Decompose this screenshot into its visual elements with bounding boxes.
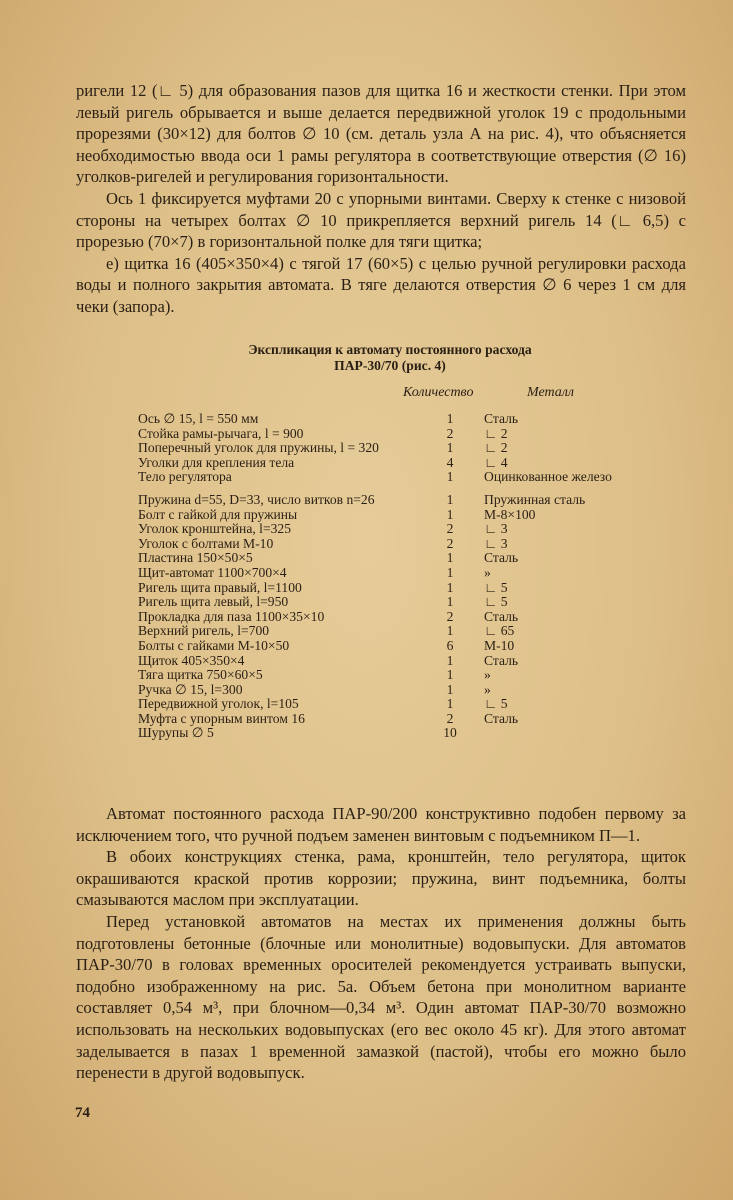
metal-cell: ∟ 2 — [484, 425, 508, 441]
quantity-cell: 6 — [446, 637, 454, 653]
part-name-cell: Щиток 405×350×4 — [138, 652, 245, 668]
quantity-cell: 1 — [446, 411, 454, 426]
quantity-cell: 1 — [446, 594, 454, 610]
part-name-cell: Тело регулятора — [138, 469, 232, 485]
table-row — [138, 493, 624, 508]
quantity-cell: 2 — [446, 710, 454, 726]
metal-cell: М-8×100 — [484, 506, 536, 522]
part-name-cell: Ригель щита правый, l=1100 — [138, 579, 302, 595]
bottom-text-block — [76, 803, 686, 1084]
part-name-cell: Шурупы ∅ 5 — [138, 725, 214, 741]
metal-cell: Сталь — [484, 710, 519, 726]
metal-cell: ∟ 2 — [484, 440, 508, 456]
column-header-metal: Металл — [527, 385, 574, 400]
quantity-cell: 1 — [446, 652, 454, 668]
table-row — [138, 668, 624, 683]
part-name-cell: Пружина d=55, D=33, число витков n=26 — [138, 491, 375, 507]
paragraph: ригели 12 (∟ 5) для образования пазов для щитка 16 и жесткости стенки. При этом левый ригель обрывается и выше делается передвижной уголок 19 с продольными прорезями (30×12) для болтов ∅ 10 (см. деталь узла А на рис. 4), что объясняется необходимостью ввода оси 1 рамы регулятора в соответствующие отверстия (∅ 16) уголков-ригелей и регулирования горизонтальности. — [76, 81, 686, 187]
metal-cell: Сталь — [484, 652, 519, 668]
table-row — [138, 697, 624, 712]
part-name-cell: Верхний ригель, l=700 — [138, 623, 270, 639]
quantity-cell: 2 — [446, 608, 454, 624]
metal-cell: ∟ 5 — [484, 696, 508, 712]
table-caption-line-1: Экспликация к автомату постоянного расхода — [248, 342, 532, 357]
part-name-cell: Стойка рамы-рычага, l = 900 — [138, 425, 304, 441]
part-name-cell: Тяга щитка 750×60×5 — [138, 667, 263, 683]
table-row — [138, 508, 624, 523]
part-name-cell: Муфта с упорным винтом 16 — [138, 710, 305, 726]
table-row — [138, 427, 624, 442]
table-caption — [150, 342, 630, 374]
quantity-cell: 2 — [446, 535, 454, 551]
table-row — [138, 683, 624, 698]
specification-table — [138, 412, 624, 741]
part-name-cell: Щит-автомат 1100×700×4 — [138, 564, 287, 580]
paragraph: е) щитка 16 (405×350×4) с тягой 17 (60×5) с целью ручной регулировки расхода воды и полного закрытия автомата. В тяге делаются отверстия ∅ 6 через 1 см для чеки (запора). — [76, 253, 686, 316]
quantity-cell: 1 — [446, 469, 454, 485]
table-row — [138, 610, 624, 625]
metal-cell: ∟ 5 — [484, 594, 508, 610]
part-name-cell: Ручка ∅ 15, l=300 — [138, 681, 243, 697]
metal-cell: ∟ 65 — [484, 623, 515, 639]
table-caption-line-2: ПАР-30/70 (рис. 4) — [334, 358, 446, 373]
table-row — [138, 456, 624, 471]
quantity-cell: 4 — [446, 454, 454, 470]
table-row — [138, 595, 624, 610]
quantity-cell: 1 — [446, 564, 454, 580]
quantity-cell: 1 — [446, 506, 454, 522]
table-row — [138, 712, 624, 727]
quantity-cell: 1 — [446, 623, 454, 639]
table-row — [138, 441, 624, 456]
table-row — [138, 412, 624, 427]
metal-cell: ∟ 5 — [484, 579, 508, 595]
metal-cell: М-10 — [484, 637, 515, 653]
table-row — [138, 639, 624, 654]
metal-cell: ∟ 3 — [484, 521, 508, 537]
quantity-cell: 2 — [446, 521, 454, 537]
metal-cell: Сталь — [484, 411, 519, 426]
metal-cell: » — [484, 667, 491, 683]
quantity-cell: 1 — [446, 550, 454, 566]
part-name-cell: Болты с гайками М-10×50 — [138, 637, 290, 653]
table-row — [138, 537, 624, 552]
table-row — [138, 624, 624, 639]
metal-cell: ∟ 4 — [484, 454, 508, 470]
metal-cell: Пружинная сталь — [484, 491, 586, 507]
table-row — [138, 551, 624, 566]
part-name-cell: Пластина 150×50×5 — [138, 550, 253, 566]
paragraph: Перед установкой автоматов на местах их применения должны быть подготовлены бетонные (блочные или монолитные) водовыпуски. Для автоматов ПАР-30/70 в головах временных оросителей рекомендуется устраивать выпуски, подобно изображенному на рис. 5а. Объем бетона при монолитном варианте составляет 0,54 м³, при блочном—0,34 м³. Один автомат ПАР-30/70 возможно использовать на нескольких водовыпусках (его вес около 45 кг). Для этого автомат заделывается в пазах 1 временной замазкой (пастой), чтобы его можно было перенести в другой водовыпуск. — [76, 911, 686, 1083]
paragraph: Автомат постоянного расхода ПАР-90/200 конструктивно подобен первому за исключением того, что ручной подъем заменен винтовым с подъемником П—1. — [76, 804, 686, 845]
paragraph: В обоих конструкциях стенка, рама, кронштейн, тело регулятора, щиток окрашиваются краской против коррозии; пружина, винт подъемника, болты смазываются маслом при эксплуатации. — [76, 847, 686, 910]
part-name-cell: Поперечный уголок для пружины, l = 320 — [138, 440, 379, 456]
table-row — [138, 581, 624, 596]
quantity-cell: 1 — [446, 491, 454, 507]
part-name-cell: Уголок кронштейна, l=325 — [138, 521, 291, 537]
metal-cell: Сталь — [484, 550, 519, 566]
specification-table-body — [138, 412, 624, 741]
metal-cell: Сталь — [484, 608, 519, 624]
paragraph: Ось 1 фиксируется муфтами 20 с упорными винтами. Сверху к стенке с низовой стороны на четырех болтах ∅ 10 прикрепляется верхний ригель 14 (∟ 6,5) с прорезью (70×7) в горизонтальной полке для тяги щитка; — [76, 188, 686, 252]
metal-cell: » — [484, 681, 491, 697]
table-row — [138, 470, 624, 485]
quantity-cell: 1 — [446, 696, 454, 712]
part-name-cell: Уголок с болтами М-10 — [138, 535, 274, 551]
part-name-cell: Ось ∅ 15, l = 550 мм — [138, 411, 259, 426]
metal-cell: ∟ 3 — [484, 535, 508, 551]
quantity-cell: 2 — [446, 425, 454, 441]
table-row — [138, 654, 624, 669]
part-name-cell: Ригель щита левый, l=950 — [138, 594, 289, 610]
metal-cell: » — [484, 564, 491, 580]
quantity-cell: 1 — [446, 681, 454, 697]
table-row — [138, 522, 624, 537]
table-row — [138, 566, 624, 581]
table-row — [138, 726, 624, 741]
part-name-cell: Передвижной уголок, l=105 — [138, 696, 299, 712]
quantity-cell: 1 — [446, 440, 454, 456]
part-name-cell: Прокладка для паза 1100×35×10 — [138, 608, 325, 624]
column-header-quantity: Количество — [403, 385, 474, 400]
part-name-cell: Болт с гайкой для пружины — [138, 506, 298, 522]
quantity-cell: 10 — [443, 725, 457, 741]
quantity-cell: 1 — [446, 579, 454, 595]
metal-cell — [480, 726, 624, 741]
page-number: 74 — [75, 1105, 90, 1121]
metal-cell: Оцинкованное железо — [484, 469, 612, 485]
top-text-block — [76, 80, 686, 318]
part-name-cell: Уголки для крепления тела — [138, 454, 295, 470]
quantity-cell: 1 — [446, 667, 454, 683]
